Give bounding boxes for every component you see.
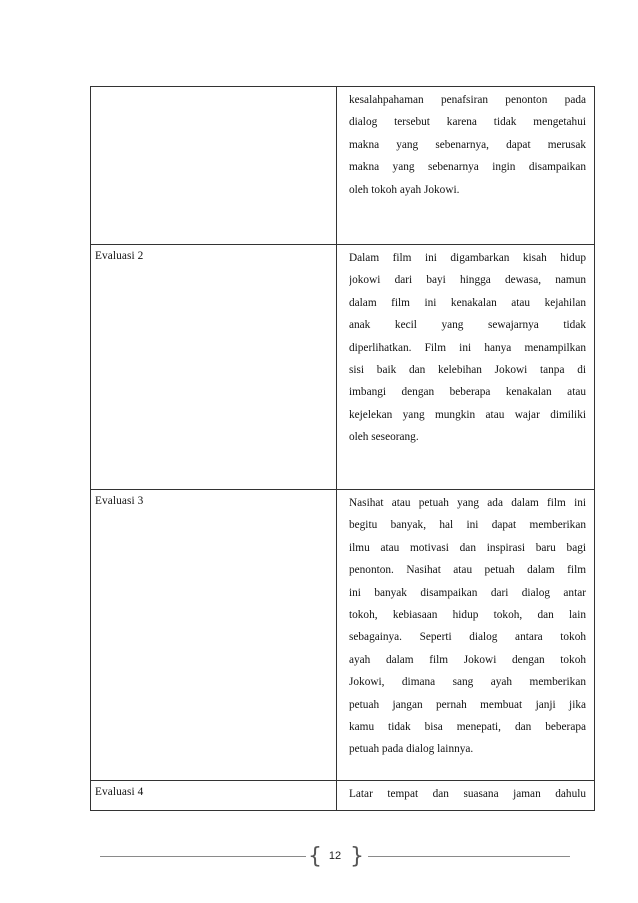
footer-rule-right — [368, 856, 570, 857]
text-line: tokoh, kebiasaan hidup tokoh, dan lain — [349, 608, 586, 621]
table-row — [91, 490, 595, 781]
text-line: penonton. Nasihat atau petuah dalam film — [349, 564, 586, 577]
row-label: Evaluasi 3 — [91, 490, 337, 781]
text-line: makna yang sebenarnya, dapat merusak — [349, 138, 586, 151]
text-line: imbangi dengan beberapa kenakalan atau — [349, 386, 586, 399]
table-row — [91, 245, 595, 490]
text-line: begitu banyak, hal ini dapat memberikan — [349, 519, 586, 532]
text-line: kesalahpahaman penafsiran penonton pada — [349, 94, 586, 106]
page-footer — [100, 842, 570, 872]
row-label: Evaluasi 4 — [91, 781, 337, 811]
text-line: dialog tersebut karena tidak mengetahui — [349, 116, 586, 129]
text-line: Latar tempat dan suasana jaman dahulu — [349, 788, 586, 800]
text-line: sebagainya. Seperti dialog antara tokoh — [349, 631, 586, 644]
text-line: ayah dalam film Jokowi dengan tokoh — [349, 653, 586, 666]
text-line: kejelekan yang mungkin atau wajar dimiliki — [349, 408, 586, 421]
row-description — [337, 781, 595, 811]
text-line: petuah jangan pernah membuat janji jika — [349, 698, 586, 711]
text-line: makna yang sebenarnya ingin disampaikan — [349, 161, 586, 174]
text-line: Jokowi, dimana sang ayah memberikan — [349, 676, 586, 689]
close-bracket-icon: } — [350, 844, 364, 869]
row-description — [337, 490, 595, 781]
text-line: petuah pada dialog lainnya. — [349, 743, 474, 756]
text-line: jokowi dari bayi hingga dewasa, namun — [349, 274, 586, 287]
text-line: ilmu atau motivasi dan inspirasi baru bagi — [349, 541, 586, 554]
row-label: Evaluasi 2 — [91, 245, 337, 490]
text-line: anak kecil yang sewajarnya tidak — [349, 319, 586, 332]
evaluation-table — [90, 86, 595, 811]
text-line: oleh seseorang. — [349, 431, 419, 444]
table-row — [91, 781, 595, 811]
text-line: dalam film ini kenakalan atau kejahilan — [349, 296, 586, 309]
row-description — [337, 87, 595, 245]
text-line: ini banyak disampaikan dari dialog antar — [349, 586, 586, 599]
table-row — [91, 87, 595, 245]
text-line: Nasihat atau petuah yang ada dalam film ini — [349, 497, 586, 509]
page-number: 12 — [328, 850, 342, 862]
open-bracket-icon: { — [308, 844, 322, 869]
text-line: sisi baik dan kelebihan Jokowi tanpa di — [349, 363, 586, 376]
text-line: diperlihatkan. Film ini hanya menampilkan — [349, 341, 586, 354]
text-line: kamu tidak bisa menepati, dan beberapa — [349, 720, 586, 733]
footer-rule-left — [100, 856, 306, 857]
text-line: oleh tokoh ayah Jokowi. — [349, 183, 460, 196]
text-line: Dalam film ini digambarkan kisah hidup — [349, 252, 586, 264]
row-description — [337, 245, 595, 490]
row-label — [91, 87, 337, 245]
